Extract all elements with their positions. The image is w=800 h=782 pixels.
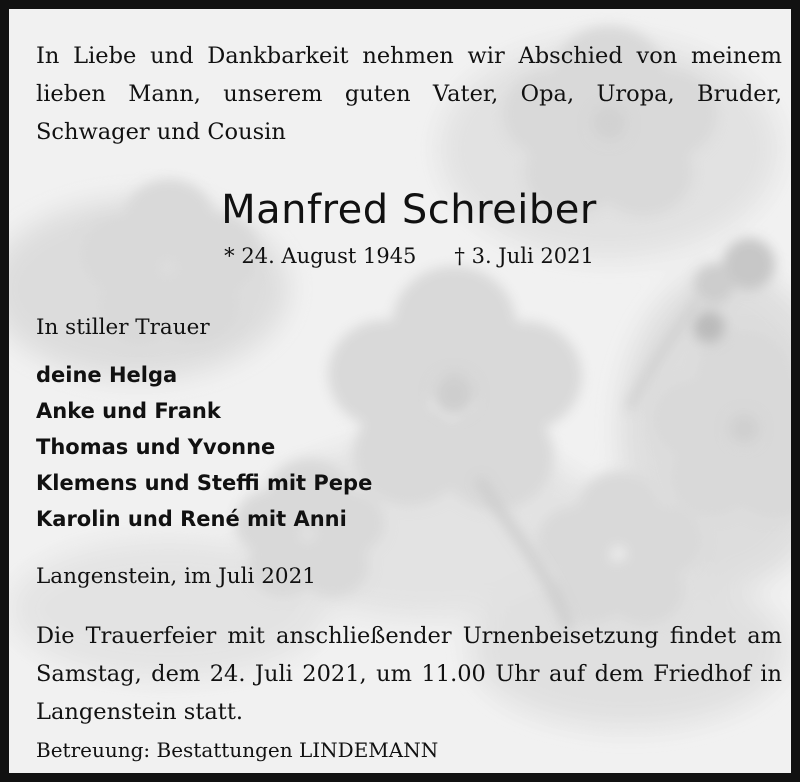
intro-text: In Liebe und Dankbarkeit nehmen wir Abschied von meinem lieben Mann, unserem guten Vater, Opa, Uropa, Bruder, Schwager und Cousin <box>36 43 782 145</box>
life-dates <box>9 241 800 271</box>
family-member: deine Helga <box>36 363 178 387</box>
death-date: † 3. Juli 2021 <box>454 244 594 268</box>
family-member: Anke und Frank <box>36 399 221 423</box>
family-member: Thomas und Yvonne <box>36 435 276 459</box>
mourning-label: In stiller Trauer <box>36 315 210 340</box>
family-member: Karolin und René mit Anni <box>36 507 347 531</box>
family-member: Klemens und Steffi mit Pepe <box>36 471 373 495</box>
undertaker-line: Betreuung: Bestattungen LINDEMANN <box>36 738 439 762</box>
birth-date: * 24. August 1945 <box>224 244 417 268</box>
place-date: Langenstein, im Juli 2021 <box>36 564 316 589</box>
ceremony-text: Die Trauerfeier mit anschließender Urnenbeisetzung findet am Samstag, dem 24. Juli 2021, um 11.00 Uhr auf dem Friedhof in Langenstein statt. <box>36 623 782 725</box>
family-list <box>36 357 372 537</box>
deceased-name: Manfred Schreiber <box>221 187 597 233</box>
